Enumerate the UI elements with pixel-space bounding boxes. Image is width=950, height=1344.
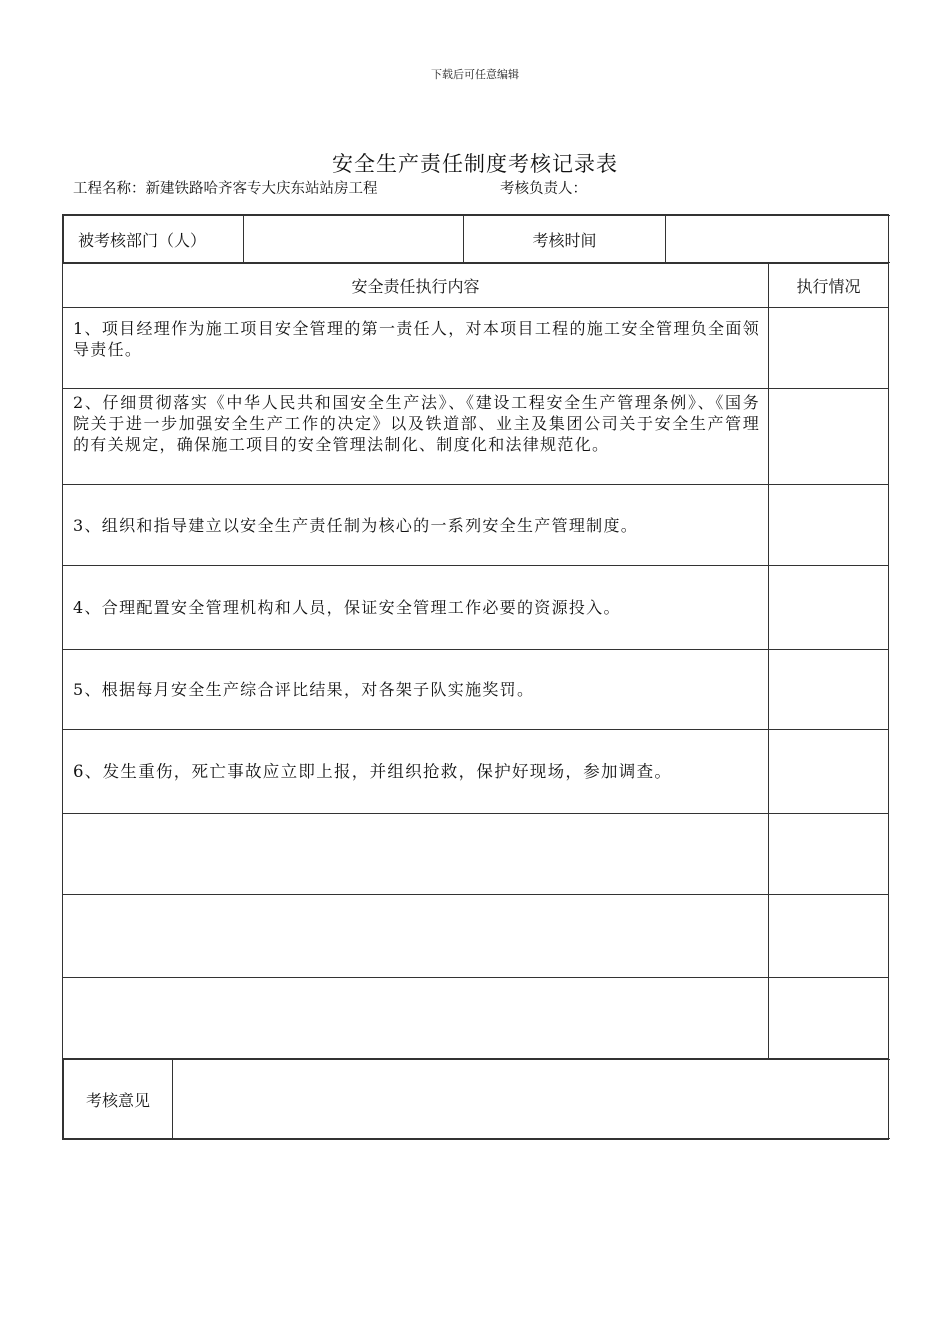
table-row (63, 566, 889, 650)
table-row (63, 814, 889, 895)
assessment-time-field[interactable] (666, 216, 890, 263)
status-column-header: 执行情况 (769, 264, 889, 308)
column-header-row (63, 264, 889, 308)
table-row (63, 730, 889, 814)
assessment-record-table (62, 214, 889, 1140)
project-name-line (73, 177, 378, 198)
assessment-opinion-field[interactable] (173, 1060, 890, 1139)
status-cell-5[interactable] (769, 650, 889, 730)
responsibility-item-6: 6、发生重伤，死亡事故应立即上报，并组织抢救，保护好现场，参加调查。 (63, 730, 769, 814)
table-row (63, 650, 889, 730)
status-cell-9[interactable] (769, 978, 889, 1059)
responsibility-item-7[interactable] (63, 814, 769, 895)
department-field[interactable] (244, 216, 464, 263)
status-cell-7[interactable] (769, 814, 889, 895)
status-cell-1[interactable] (769, 308, 889, 389)
responsibility-item-1: 1、项目经理作为施工项目安全管理的第一责任人，对本项目工程的施工安全管理负全面领导责任。 (63, 308, 769, 389)
status-cell-3[interactable] (769, 485, 889, 566)
project-name-value: 新建铁路哈齐客专大庆东站站房工程 (145, 181, 378, 197)
responsibility-item-3: 3、组织和指导建立以安全生产责任制为核心的一系列安全生产管理制度。 (63, 485, 769, 566)
department-label: 被考核部门（人） (64, 216, 244, 263)
responsible-person-label: 考核负责人： (500, 181, 587, 197)
responsibility-item-8[interactable] (63, 895, 769, 978)
table-row (63, 485, 889, 566)
assessment-opinion-label: 考核意见 (64, 1060, 173, 1139)
table-row (63, 978, 889, 1059)
status-cell-2[interactable] (769, 389, 889, 485)
status-cell-8[interactable] (769, 895, 889, 978)
project-name-label: 工程名称： (73, 181, 146, 197)
department-time-cell (63, 215, 889, 264)
opinion-subtable (63, 1059, 890, 1139)
responsibility-item-4: 4、合理配置安全管理机构和人员，保证安全管理工作必要的资源投入。 (63, 566, 769, 650)
content-column-header: 安全责任执行内容 (63, 264, 769, 308)
department-time-subtable (63, 215, 890, 263)
table-row (63, 389, 889, 485)
status-cell-4[interactable] (769, 566, 889, 650)
department-time-row (63, 215, 889, 264)
header-note: 下载后可任意编辑 (431, 68, 519, 81)
responsibility-item-2: 2、仔细贯彻落实《中华人民共和国安全生产法》、《建设工程安全生产管理条例》、《国务院关于进一步加强安全生产工作的决定》以及铁道部、业主及集团公司关于安全生产管理的有关规定，确保施工项目的安全管理法制化、制度化和法律规范化。 (63, 389, 769, 485)
table-row (63, 308, 889, 389)
responsibility-item-5: 5、根据每月安全生产综合评比结果，对各架子队实施奖罚。 (63, 650, 769, 730)
table-row (63, 895, 889, 978)
responsibility-item-9[interactable] (63, 978, 769, 1059)
opinion-cell (63, 1059, 889, 1140)
opinion-row (63, 1059, 889, 1140)
status-cell-6[interactable] (769, 730, 889, 814)
page-title: 安全生产责任制度考核记录表 (332, 152, 618, 176)
assessment-time-label: 考核时间 (464, 216, 666, 263)
